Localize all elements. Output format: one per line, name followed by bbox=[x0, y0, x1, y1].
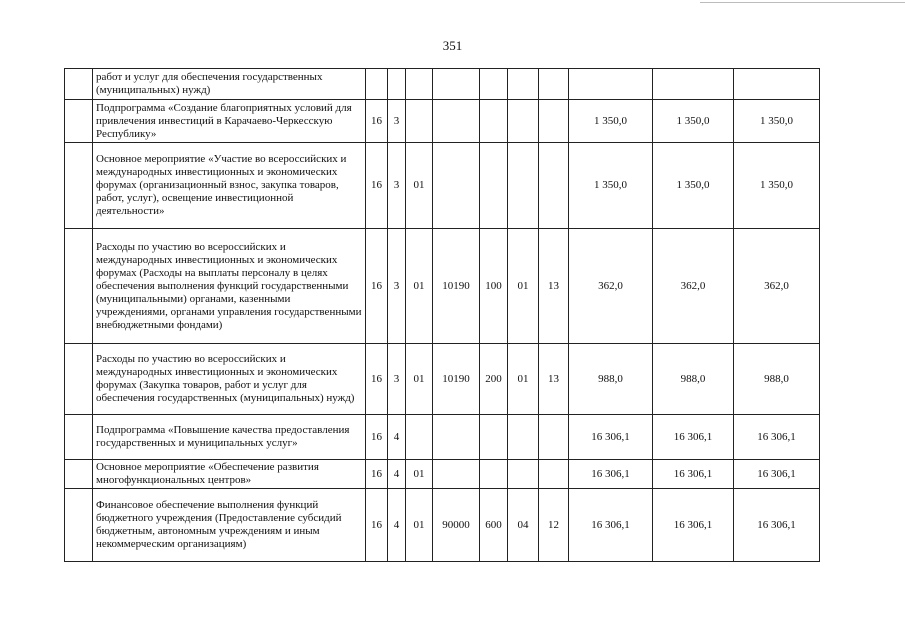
row-blank-cell bbox=[65, 489, 93, 562]
row-description: работ и услуг для обеспечения государственных (муниципальных) нужд) bbox=[93, 69, 366, 100]
amount-year-1: 16 306,1 bbox=[569, 415, 653, 460]
row-description: Основное мероприятие «Обеспечение развития многофункциональных центров» bbox=[93, 460, 366, 489]
code-section: 04 bbox=[508, 489, 539, 562]
amount-year-3: 16 306,1 bbox=[734, 460, 820, 489]
row-blank-cell bbox=[65, 69, 93, 100]
code-direction: 10190 bbox=[433, 229, 480, 344]
code-activity: 01 bbox=[406, 460, 433, 489]
table-row bbox=[65, 229, 820, 344]
code-section: 01 bbox=[508, 344, 539, 415]
row-description: Расходы по участию во всероссийских и международных инвестиционных и экономических форумах (Расходы на выплаты персоналу в целях обеспечения выполнения функций государственными (муниципальными) органами, казенными учреждениями, органами управления государственными внебюджетными фондами) bbox=[93, 229, 366, 344]
code-subsection: 13 bbox=[539, 229, 569, 344]
code-direction: 10190 bbox=[433, 344, 480, 415]
amount-year-3: 1 350,0 bbox=[734, 100, 820, 143]
row-blank-cell bbox=[65, 460, 93, 489]
budget-table bbox=[64, 68, 820, 562]
code-section bbox=[508, 143, 539, 229]
row-blank-cell bbox=[65, 415, 93, 460]
code-direction bbox=[433, 460, 480, 489]
code-direction bbox=[433, 100, 480, 143]
row-description: Подпрограмма «Создание благоприятных условий для привлечения инвестиций в Карачаево-Черкесскую Республику» bbox=[93, 100, 366, 143]
scan-edge-line bbox=[700, 2, 905, 3]
code-expense-type bbox=[480, 415, 508, 460]
row-blank-cell bbox=[65, 143, 93, 229]
code-expense-type: 200 bbox=[480, 344, 508, 415]
code-subprogram: 3 bbox=[388, 344, 406, 415]
code-ministry: 16 bbox=[366, 460, 388, 489]
code-section bbox=[508, 69, 539, 100]
amount-year-1: 362,0 bbox=[569, 229, 653, 344]
code-ministry: 16 bbox=[366, 143, 388, 229]
row-description: Расходы по участию во всероссийских и международных инвестиционных и экономических форумах (Закупка товаров, работ и услуг для обеспечения государственных (муниципальных) нужд) bbox=[93, 344, 366, 415]
table-row bbox=[65, 143, 820, 229]
code-ministry: 16 bbox=[366, 415, 388, 460]
amount-year-1: 988,0 bbox=[569, 344, 653, 415]
code-direction bbox=[433, 143, 480, 229]
code-subsection bbox=[539, 143, 569, 229]
code-expense-type: 100 bbox=[480, 229, 508, 344]
code-subprogram: 3 bbox=[388, 143, 406, 229]
amount-year-2: 362,0 bbox=[653, 229, 734, 344]
amount-year-3 bbox=[734, 69, 820, 100]
row-blank-cell bbox=[65, 229, 93, 344]
code-activity bbox=[406, 415, 433, 460]
code-activity: 01 bbox=[406, 229, 433, 344]
amount-year-3: 988,0 bbox=[734, 344, 820, 415]
amount-year-1: 16 306,1 bbox=[569, 460, 653, 489]
amount-year-2: 1 350,0 bbox=[653, 143, 734, 229]
table-row bbox=[65, 69, 820, 100]
table-row bbox=[65, 489, 820, 562]
row-description: Подпрограмма «Повышение качества предоставления государственных и муниципальных услуг» bbox=[93, 415, 366, 460]
amount-year-2: 16 306,1 bbox=[653, 415, 734, 460]
amount-year-2: 16 306,1 bbox=[653, 489, 734, 562]
amount-year-2: 988,0 bbox=[653, 344, 734, 415]
row-description: Финансовое обеспечение выполнения функций бюджетного учреждения (Предоставление субсидий бюджетным, автономным учреждениям и иным некоммерческим организациям) bbox=[93, 489, 366, 562]
code-ministry: 16 bbox=[366, 229, 388, 344]
code-subsection: 13 bbox=[539, 344, 569, 415]
code-subprogram: 4 bbox=[388, 489, 406, 562]
code-expense-type bbox=[480, 69, 508, 100]
code-ministry: 16 bbox=[366, 344, 388, 415]
row-blank-cell bbox=[65, 344, 93, 415]
amount-year-2: 16 306,1 bbox=[653, 460, 734, 489]
code-section bbox=[508, 460, 539, 489]
code-direction bbox=[433, 415, 480, 460]
code-subsection bbox=[539, 100, 569, 143]
amount-year-3: 362,0 bbox=[734, 229, 820, 344]
code-subprogram: 4 bbox=[388, 415, 406, 460]
code-subprogram: 4 bbox=[388, 460, 406, 489]
code-activity bbox=[406, 69, 433, 100]
table-row bbox=[65, 100, 820, 143]
code-section bbox=[508, 415, 539, 460]
code-subsection: 12 bbox=[539, 489, 569, 562]
amount-year-1: 1 350,0 bbox=[569, 143, 653, 229]
code-subprogram: 3 bbox=[388, 229, 406, 344]
code-activity bbox=[406, 100, 433, 143]
code-expense-type bbox=[480, 100, 508, 143]
page-number: 351 bbox=[442, 38, 463, 53]
row-blank-cell bbox=[65, 100, 93, 143]
row-description: Основное мероприятие «Участие во всероссийских и международных инвестиционных и экономических форумах (организационный взнос, закупка товаров, работ, услуг), освещение инвестиционной деятельности» bbox=[93, 143, 366, 229]
code-ministry: 16 bbox=[366, 489, 388, 562]
code-section: 01 bbox=[508, 229, 539, 344]
amount-year-3: 1 350,0 bbox=[734, 143, 820, 229]
code-expense-type bbox=[480, 460, 508, 489]
code-direction: 90000 bbox=[433, 489, 480, 562]
code-subsection bbox=[539, 69, 569, 100]
code-expense-type: 600 bbox=[480, 489, 508, 562]
code-activity: 01 bbox=[406, 344, 433, 415]
table-row bbox=[65, 344, 820, 415]
code-subprogram: 3 bbox=[388, 100, 406, 143]
amount-year-1 bbox=[569, 69, 653, 100]
code-expense-type bbox=[480, 143, 508, 229]
code-subprogram bbox=[388, 69, 406, 100]
code-ministry: 16 bbox=[366, 100, 388, 143]
code-subsection bbox=[539, 460, 569, 489]
table-row bbox=[65, 415, 820, 460]
amount-year-1: 16 306,1 bbox=[569, 489, 653, 562]
code-ministry bbox=[366, 69, 388, 100]
code-subsection bbox=[539, 415, 569, 460]
amount-year-3: 16 306,1 bbox=[734, 415, 820, 460]
amount-year-2 bbox=[653, 69, 734, 100]
amount-year-1: 1 350,0 bbox=[569, 100, 653, 143]
table-row bbox=[65, 460, 820, 489]
code-direction bbox=[433, 69, 480, 100]
code-activity: 01 bbox=[406, 143, 433, 229]
code-section bbox=[508, 100, 539, 143]
amount-year-2: 1 350,0 bbox=[653, 100, 734, 143]
amount-year-3: 16 306,1 bbox=[734, 489, 820, 562]
code-activity: 01 bbox=[406, 489, 433, 562]
